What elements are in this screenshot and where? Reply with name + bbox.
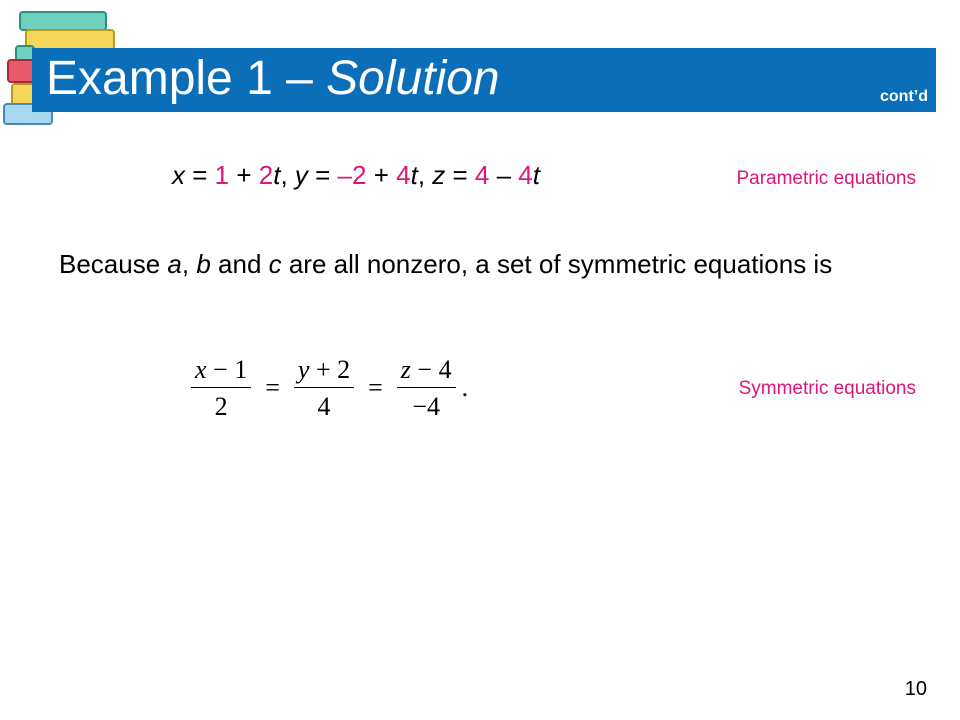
x-variable: x [172,160,185,190]
parametric-equations-label: Parametric equations [736,168,916,189]
equals-sign: = [445,160,475,190]
t-variable: t [532,160,540,190]
t-variable: t [273,160,281,190]
symmetric-equations [185,352,468,424]
slide-title [46,47,500,111]
numerator-rest: − 1 [206,354,248,384]
numerator-rest: − 4 [410,354,452,384]
variable-c: c [268,249,282,279]
z-coefficient-a: 4 [474,160,490,190]
page-number: 10 [904,678,927,700]
equals-sign: = [265,373,280,402]
equals-sign: = [307,160,338,190]
separator: , [417,160,433,190]
t-variable: t [410,160,418,190]
x-coefficient-a: 1 [214,160,230,190]
equals-sign: = [368,373,383,402]
paragraph-text: Because [59,249,168,279]
denominator: 4 [317,391,331,421]
y-variable: y [294,160,308,190]
z-variable: z [400,354,411,384]
operator: – [489,160,519,190]
numerator [191,355,251,388]
parametric-equations [172,160,540,191]
variable-b: b [196,249,211,279]
y-coefficient-a: –2 [337,160,367,190]
fraction-y [294,355,354,422]
title-plain: Example 1 – [46,52,327,105]
paragraph-text: and [210,249,269,279]
numerator [397,355,456,388]
operator: + [229,160,259,190]
denominator: 2 [214,391,228,421]
x-coefficient-b: 2 [258,160,274,190]
symmetric-equations-label: Symmetric equations [738,378,916,399]
denominator: −4 [412,391,441,421]
explanation-paragraph [59,246,859,282]
fraction-x [191,355,251,422]
title-italic: Solution [326,52,500,105]
y-coefficient-b: 4 [396,160,411,190]
continued-label: cont’d [880,88,928,105]
fraction-z [397,355,456,422]
numerator [294,355,354,388]
z-coefficient-b: 4 [518,160,533,190]
x-variable: x [195,354,207,384]
separator: , [280,160,295,190]
z-variable: z [432,160,446,190]
variable-a: a [167,249,182,279]
paragraph-text: are all nonzero, a set of symmetric equations is [281,249,833,279]
y-variable: y [297,354,310,384]
numerator-rest: + 2 [309,354,351,384]
period: . [461,373,469,402]
equals-sign: = [185,160,215,190]
paragraph-text: , [181,249,197,279]
operator: + [366,160,397,190]
